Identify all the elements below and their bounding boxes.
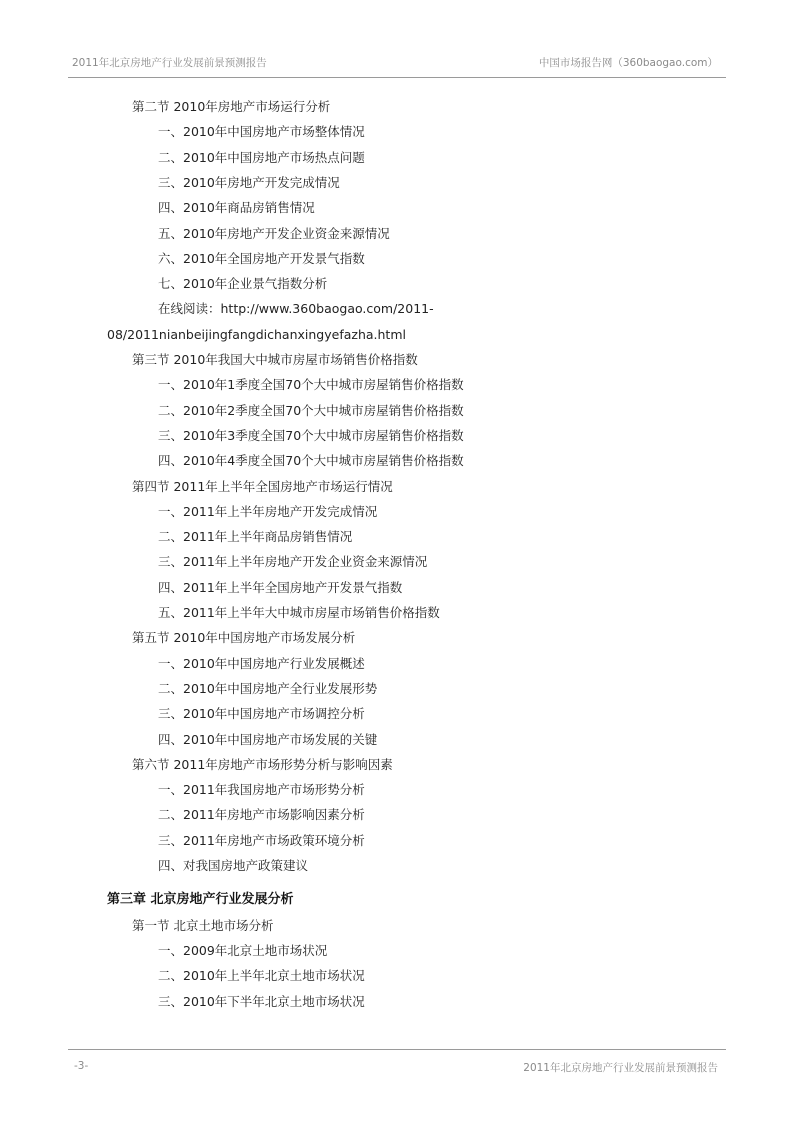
toc-item: 五、2010年房地产开发企业资金来源情况 [158, 225, 390, 241]
toc-section: 第六节 2011年房地产市场形势分析与影响因素 [132, 756, 393, 772]
toc-item: 二、2010年中国房地产全行业发展形势 [158, 680, 378, 696]
header-divider [68, 77, 726, 78]
toc-section: 第一节 北京土地市场分析 [132, 917, 274, 933]
toc-section: 第二节 2010年房地产市场运行分析 [132, 99, 331, 114]
toc-item: 三、2011年房地产市场政策环境分析 [158, 832, 365, 848]
toc-item: 三、2010年3季度全国70个大中城市房屋销售价格指数 [158, 427, 464, 443]
toc-chapter: 第三章 北京房地产行业发展分析 [107, 892, 294, 908]
toc-item: 二、2011年上半年商品房销售情况 [158, 529, 353, 545]
toc-item: 三、2011年上半年房地产开发企业资金来源情况 [158, 554, 428, 570]
toc-item: 二、2010年中国房地产市场热点问题 [158, 149, 365, 165]
toc-section: 第五节 2010年中国房地产市场发展分析 [132, 630, 356, 646]
toc-item: 四、2010年商品房销售情况 [158, 200, 315, 216]
toc-item: 一、2011年我国房地产市场形势分析 [158, 782, 365, 798]
toc-item: 一、2010年1季度全国70个大中城市房屋销售价格指数 [158, 377, 464, 393]
toc-item: 五、2011年上半年大中城市房屋市场销售价格指数 [158, 605, 440, 620]
toc-wrap: 08/2011nianbeijingfangdichanxingyefazha.html [107, 326, 406, 342]
toc-item: 二、2010年上半年北京土地市场状况 [158, 968, 365, 984]
toc-section: 第四节 2011年上半年全国房地产市场运行情况 [132, 478, 393, 494]
header-site-name: 中国市场报告网（360baogao.com） [538, 57, 718, 69]
toc-item: 三、2010年中国房地产市场调控分析 [158, 706, 365, 722]
toc-item: 四、2010年中国房地产市场发展的关键 [158, 731, 378, 747]
toc-item: 七、2010年企业景气指数分析 [158, 276, 328, 292]
toc-item: 一、2011年上半年房地产开发完成情况 [158, 503, 378, 519]
toc-item: 四、2011年上半年全国房地产开发景气指数 [158, 579, 403, 595]
toc-item: 二、2011年房地产市场影响因素分析 [158, 807, 365, 823]
toc-item: 一、2010年中国房地产行业发展概述 [158, 655, 365, 671]
toc-item: 四、2010年4季度全国70个大中城市房屋销售价格指数 [158, 453, 464, 469]
header-report-title: 2011年北京房地产行业发展前景预测报告 [72, 57, 267, 69]
toc-section: 第三节 2010年我国大中城市房屋市场销售价格指数 [132, 352, 418, 367]
toc-item: 二、2010年2季度全国70个大中城市房屋销售价格指数 [158, 402, 464, 418]
page-number: -3- [74, 1060, 89, 1072]
toc-item[interactable]: 在线阅读：http://www.360baogao.com/2011- [158, 301, 434, 317]
toc-item: 一、2010年中国房地产市场整体情况 [158, 124, 365, 140]
toc-item: 六、2010年全国房地产开发景气指数 [158, 250, 365, 266]
footer-report-title: 2011年北京房地产行业发展前景预测报告 [523, 1062, 718, 1074]
toc-item: 三、2010年房地产开发完成情况 [158, 174, 340, 190]
footer-divider [68, 1049, 726, 1050]
toc-item: 四、对我国房地产政策建议 [158, 858, 309, 873]
toc-item: 三、2010年下半年北京土地市场状况 [158, 993, 365, 1009]
toc-item: 一、2009年北京土地市场状况 [158, 942, 328, 958]
